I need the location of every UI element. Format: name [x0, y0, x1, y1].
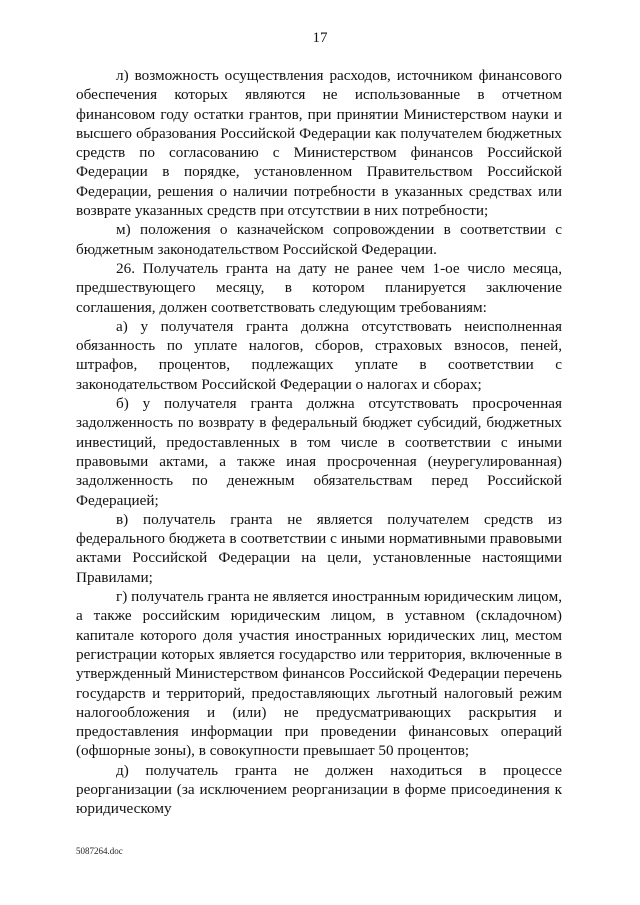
paragraph-m: м) положения о казначейском сопровождении в соответствии с бюджетным законодательством Российской Федерации.: [76, 221, 562, 258]
document-body: [76, 66, 562, 819]
paragraph-b: б) у получателя гранта должна отсутствовать просроченная задолженность по возврату в федеральный бюджет субсидий, бюджетных инвестиций, предоставленных в том числе в соответствии с иными правовыми актами, а также иная просроченная (неурегулированная) задолженность по денежным обязательствам перед Российской Федерацией;: [76, 395, 562, 509]
paragraph-l: л) возможность осуществления расходов, источником финансового обеспечения которых являются не использованные в отчетном финансовом году остатки грантов, при принятии Министерством науки и высшего образования Российской Федерации как получателем бюджетных средств по согласованию с Министерством финансов Российской Федерации в порядке, установленном Правительством Российской Федерации, решения о наличии потребности в указанных средствах или возврате указанных средств при отсутствии в них потребности;: [76, 67, 562, 220]
paragraph-g: г) получатель гранта не является иностранным юридическим лицом, а также российским юридическим лицом, в уставном (складочном) капитале которого доля участия иностранных юридических лиц, местом регистрации которых является государство или территория, включенные в утвержденный Министерством финансов Российской Федерации перечень государств и территорий, предоставляющих льготный налоговый режим налогообложения и (или) не предусматривающих раскрытия и предоставления информации при проведении финансовых операций (офшорные зоны), в совокупности превышает 50 процентов;: [76, 588, 562, 760]
paragraph-v: в) получатель гранта не является получателем средств из федерального бюджета в соответствии с иными нормативными правовыми актами Российской Федерации на цели, установленные настоящими Правилами;: [76, 510, 562, 586]
footer-doc-name: 5087264.doc: [76, 846, 123, 856]
paragraph-a: а) у получателя гранта должна отсутствовать неисполненная обязанность по уплате налогов, сборов, страховых взносов, пеней, штрафов, процентов, подлежащих уплате в соответствии с законодательством Российской Федерации о налогах и сборах;: [76, 317, 562, 393]
page-number: 17: [312, 30, 328, 46]
paragraph-26: 26. Получатель гранта на дату не ранее чем 1-ое число месяца, предшествующего месяцу, в котором планируется заключение соглашения, должен соответствовать следующим требованиям:: [76, 259, 562, 316]
paragraph-d: д) получатель гранта не должен находиться в процессе реорганизации (за исключением реорганизации в форме присоединения к юридическому: [76, 761, 562, 818]
